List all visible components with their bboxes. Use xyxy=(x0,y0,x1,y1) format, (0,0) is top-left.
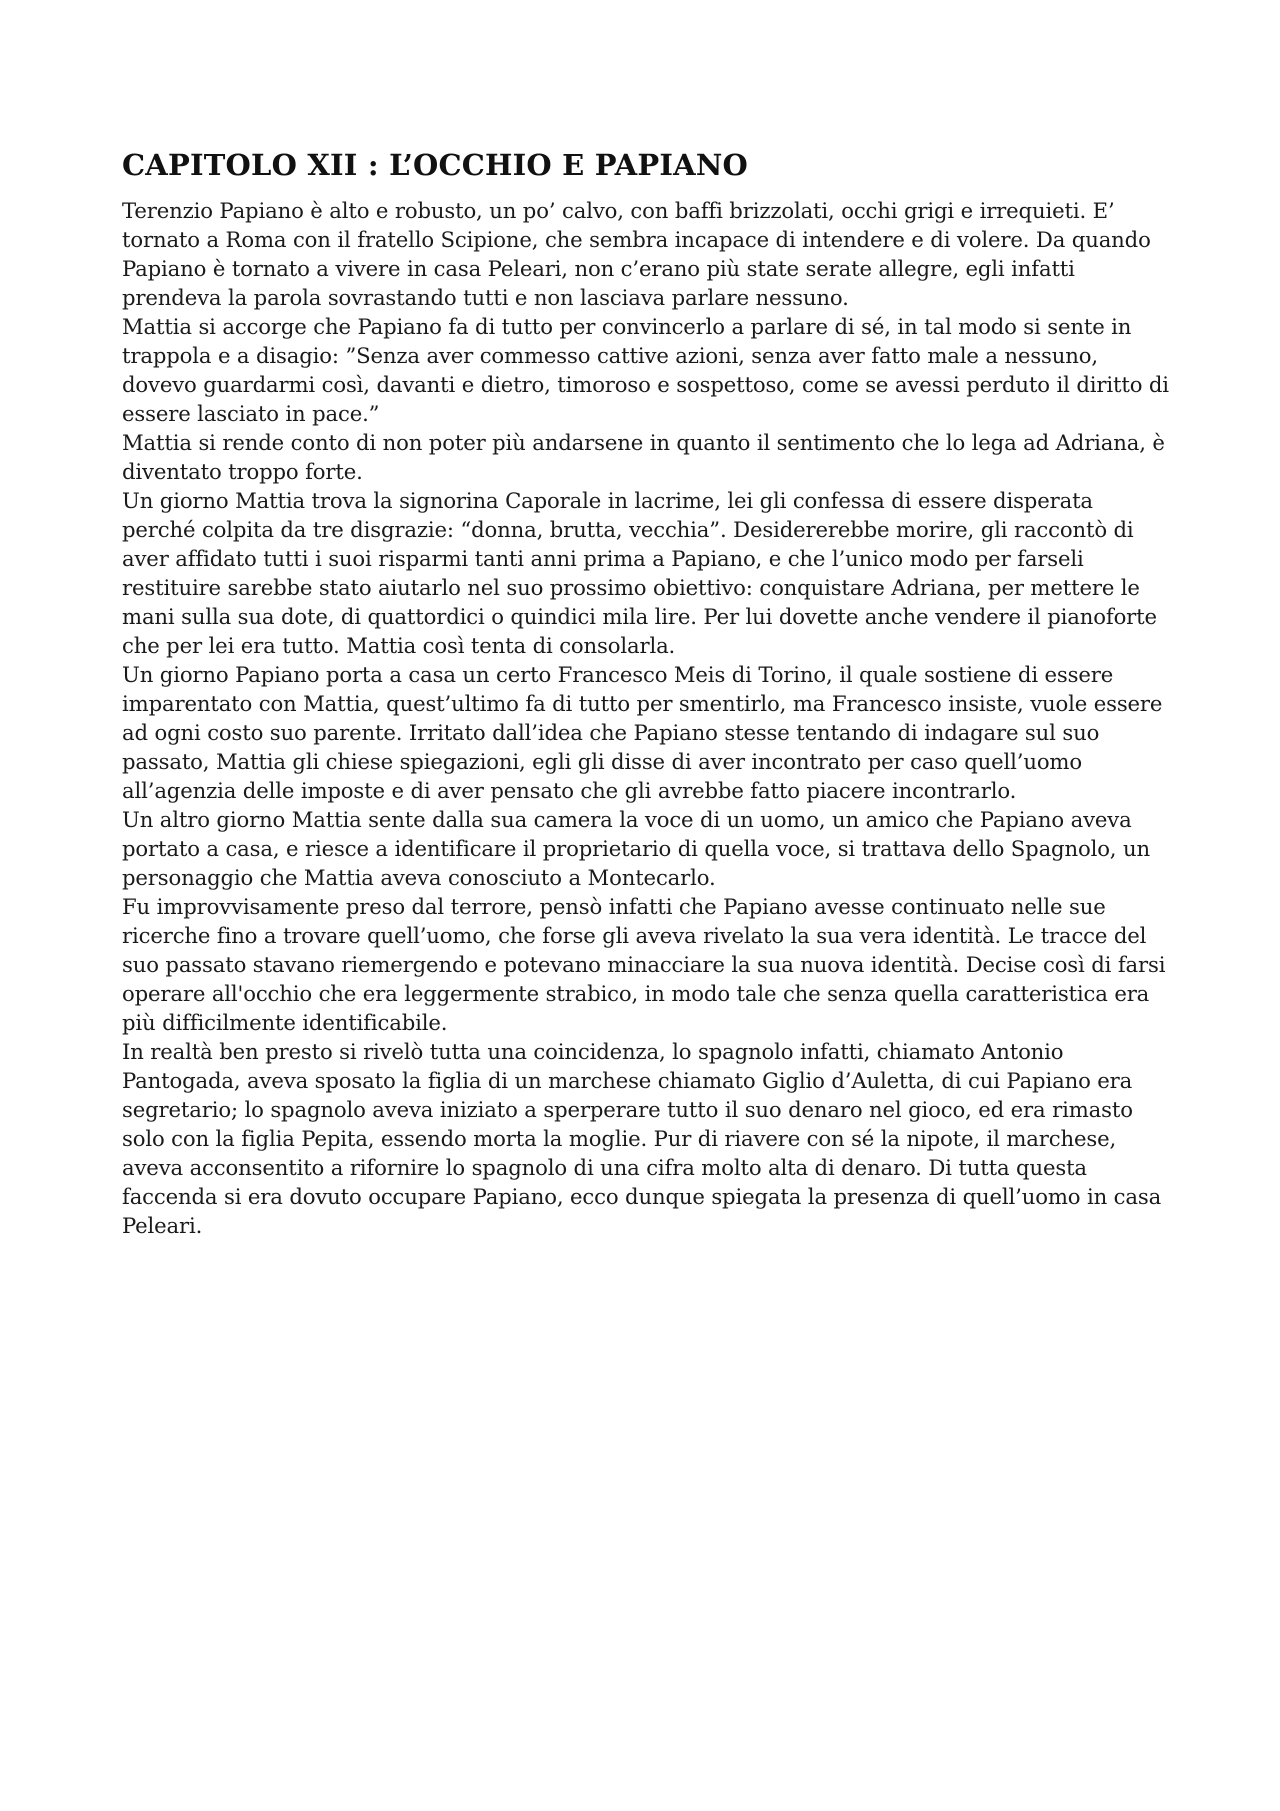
paragraph-1: Terenzio Papiano è alto e robusto, un po’ calvo, con baffi brizzolati, occhi grigi e irrequieti. E’ tornato a Roma con il fratello Scipione, che sembra incapace di intendere e di volere. Da quando Papiano è tornato a vivere in casa Peleari, non c’erano più state serate allegre, egli infatti prendeva la parola sovrastando tutti e non lasciava parlare nessuno. xyxy=(122,198,1151,310)
paragraph-8: In realtà ben presto si rivelò tutta una coincidenza, lo spagnolo infatti, chiamato Antonio Pantogada, aveva sposato la figlia di un marchese chiamato Giglio d’Auletta, di cui Papiano era segretario; lo spagnolo aveva iniziato a sperperare tutto il suo denaro nel gioco, ed era rimasto solo con la figlia Pepita, essendo morta la moglie. Pur di riavere con sé la nipote, il marchese, aveva acconsentito a rifornire lo spagnolo di una cifra molto alta di denaro. Di tutta questa faccenda si era dovuto occupare Papiano, ecco dunque spiegata la presenza di quell’uomo in casa Peleari. xyxy=(122,1039,1162,1238)
paragraph-3: Mattia si rende conto di non poter più andarsene in quanto il sentimento che lo lega ad Adriana, è diventato troppo forte. xyxy=(122,430,1165,484)
chapter-body xyxy=(122,196,1170,1240)
paragraph-4: Un giorno Mattia trova la signorina Caporale in lacrime, lei gli confessa di essere disperata perché colpita da tre disgrazie: “donna, brutta, vecchia”. Desidererebbe morire, gli raccontò di aver affidato tutti i suoi risparmi tanti anni prima a Papiano, e che l’unico modo per farseli restituire sarebbe stato aiutarlo nel suo prossimo obiettivo: conquistare Adriana, per mettere le mani sulla sua dote, di quattordici o quindici mila lire. Per lui dovette anche vendere il pianoforte che per lei era tutto. Mattia così tenta di consolarla. xyxy=(122,488,1157,658)
paragraph-7: Fu improvvisamente preso dal terrore, pensò infatti che Papiano avesse continuato nelle sue ricerche fino a trovare quell’uomo, che forse gli aveva rivelato la sua vera identità. Le tracce del suo passato stavano riemergendo e potevano minacciare la sua nuova identità. Decise così di farsi operare all'occhio che era leggermente strabico, in modo tale che senza quella caratteristica era più difficilmente identificabile. xyxy=(122,894,1166,1035)
document-page xyxy=(122,146,1170,1240)
paragraph-2: Mattia si accorge che Papiano fa di tutto per convincerlo a parlare di sé, in tal modo si sente in trappola e a disagio: ”Senza aver commesso cattive azioni, senza aver fatto male a nessuno, dovevo guardarmi così, davanti e dietro, timoroso e sospettoso, come se avessi perduto il diritto di essere lasciato in pace.” xyxy=(122,314,1169,426)
paragraph-6: Un altro giorno Mattia sente dalla sua camera la voce di un uomo, un amico che Papiano aveva portato a casa, e riesce a identificare il proprietario di quella voce, si trattava dello Spagnolo, un personaggio che Mattia aveva conosciuto a Montecarlo. xyxy=(122,807,1150,890)
chapter-title: CAPITOLO XII : L’OCCHIO E PAPIANO xyxy=(122,148,748,182)
paragraph-5: Un giorno Papiano porta a casa un certo Francesco Meis di Torino, il quale sostiene di essere imparentato con Mattia, quest’ultimo fa di tutto per smentirlo, ma Francesco insiste, vuole essere ad ogni costo suo parente. Irritato dall’idea che Papiano stesse tentando di indagare sul suo passato, Mattia gli chiese spiegazioni, egli gli disse di aver incontrato per caso quell’uomo all’agenzia delle imposte e di aver pensato che gli avrebbe fatto piacere incontrarlo. xyxy=(122,662,1163,803)
